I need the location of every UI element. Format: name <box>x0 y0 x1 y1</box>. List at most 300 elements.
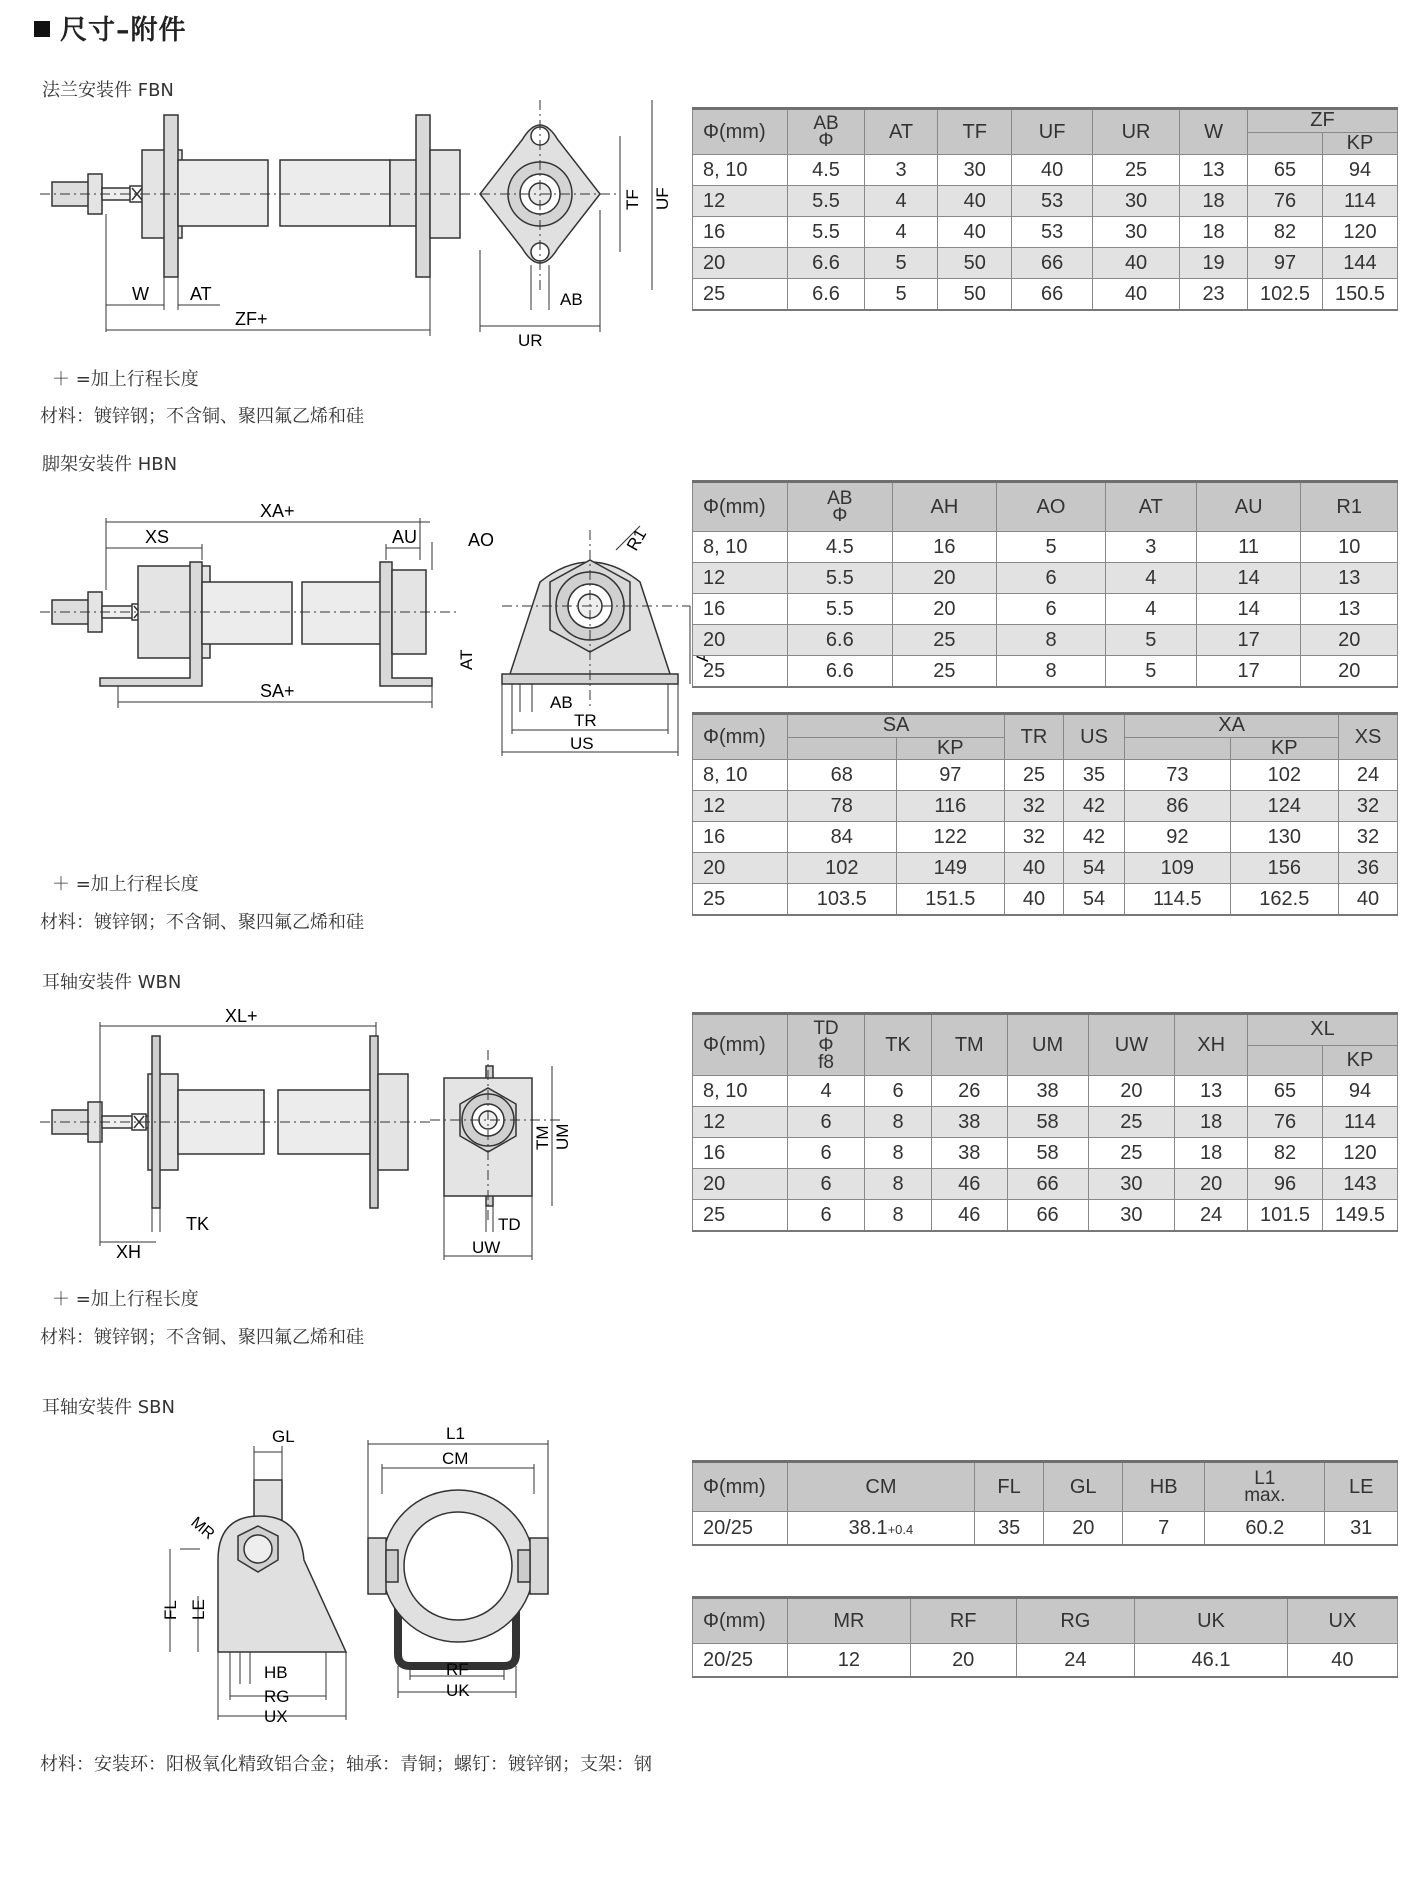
sbn-t2-th-dia: Φ(mm) <box>693 1598 788 1644</box>
hbn-t2-th-xs: XS <box>1339 714 1398 760</box>
table-cell: 66 <box>1012 248 1093 279</box>
table-cell: 5 <box>997 532 1106 563</box>
wbn-drawing <box>40 1000 680 1260</box>
table-cell: 109 <box>1125 853 1230 884</box>
table-cell: 6.6 <box>788 279 865 311</box>
sbn-t2-th-rf: RF <box>910 1598 1016 1644</box>
table-cell: 50 <box>938 248 1012 279</box>
table-cell: 6 <box>788 1200 865 1232</box>
table-cell: 151.5 <box>896 884 1005 916</box>
table-cell: 25 <box>693 279 788 311</box>
hbn-t2-th-xa: XA <box>1125 714 1339 738</box>
table-cell: 65 <box>1248 155 1323 186</box>
fbn-label-uf: UF <box>653 187 672 210</box>
hbn-label-r1: R1 <box>623 525 651 554</box>
hbn-t2-th-tr: TR <box>1005 714 1064 760</box>
fbn-note-material: 材料：镀锌钢；不含铜、聚四氟乙烯和硅 <box>40 406 364 427</box>
sbn-t1-th-gl: GL <box>1044 1462 1123 1512</box>
wbn-label-xl: XL+ <box>225 1006 258 1026</box>
hbn-t1-th-ao: AO <box>997 482 1106 532</box>
table-cell: 5.5 <box>788 594 893 625</box>
fbn-drawing <box>40 100 672 350</box>
wbn-th-uw: UW <box>1088 1014 1175 1076</box>
fbn-section-title: 法兰安装件 FBN <box>42 80 174 101</box>
sbn-table-1 <box>692 1460 1398 1546</box>
table-cell: 97 <box>1248 248 1323 279</box>
table-cell: 103.5 <box>788 884 897 916</box>
table-cell: 40 <box>1012 155 1093 186</box>
wbn-th-tm: TM <box>932 1014 1007 1076</box>
table-cell: 20 <box>892 594 997 625</box>
table-cell: 38 <box>1007 1076 1088 1107</box>
wbn-th-dia: Φ(mm) <box>693 1014 788 1076</box>
fbn-th-zf: ZF <box>1248 109 1398 133</box>
table-cell: 20 <box>693 1169 788 1200</box>
table-cell: 30 <box>1088 1169 1175 1200</box>
table-row <box>693 186 1398 217</box>
table-cell: 116 <box>896 791 1005 822</box>
fbn-th-uf: UF <box>1012 109 1093 155</box>
wbn-th-um: UM <box>1007 1014 1088 1076</box>
fbn-label-tf: TF <box>623 189 642 210</box>
table-cell: 4 <box>1105 594 1196 625</box>
hbn-t1-th-at: AT <box>1105 482 1196 532</box>
fbn-th-ab: AB Φ <box>788 109 865 155</box>
table-cell: 20 <box>1301 656 1398 688</box>
sbn-t2-th-mr: MR <box>788 1598 911 1644</box>
table-cell: 8, 10 <box>693 532 788 563</box>
wbn-table <box>692 1012 1398 1232</box>
table-cell: 94 <box>1323 155 1398 186</box>
table-cell: 4 <box>865 217 938 248</box>
table-cell: 5.5 <box>788 186 865 217</box>
table-cell: 25 <box>1092 155 1179 186</box>
table-cell: 40 <box>1092 279 1179 311</box>
table-cell: 20 <box>693 853 788 884</box>
table-cell: 4.5 <box>788 155 865 186</box>
table-row <box>693 279 1398 311</box>
table-cell: 8 <box>865 1107 932 1138</box>
sbn-table-2-body <box>693 1644 1398 1678</box>
sbn-t1-th-fl: FL <box>974 1462 1043 1512</box>
table-cell: 82 <box>1248 217 1323 248</box>
table-cell: 4 <box>788 1076 865 1107</box>
sbn-t1-cell-cm: 38.1+0.4 <box>788 1512 975 1546</box>
sbn-t1-th-l1: L1 max. <box>1205 1462 1325 1512</box>
wbn-th-xl: XL <box>1248 1014 1398 1046</box>
sbn-t1-cell-hb: 7 <box>1123 1512 1205 1546</box>
table-cell: 162.5 <box>1230 884 1339 916</box>
wbn-label-um: UM <box>553 1123 572 1150</box>
hbn-t2-th-dia: Φ(mm) <box>693 714 788 760</box>
table-cell: 5 <box>1105 625 1196 656</box>
table-cell: 25 <box>693 884 788 916</box>
table-row <box>693 791 1398 822</box>
table-cell: 32 <box>1339 791 1398 822</box>
table-row <box>693 822 1398 853</box>
table-row <box>693 625 1398 656</box>
sbn-note-material: 材料：安装环：阳极氧化精致铝合金；轴承：青铜；螺钉：镀锌钢；支架：钢 <box>40 1754 652 1775</box>
table-cell: 53 <box>1012 186 1093 217</box>
table-cell: 76 <box>1248 1107 1323 1138</box>
hbn-t1-th-au: AU <box>1196 482 1301 532</box>
sbn-t1-cell-fl: 35 <box>974 1512 1043 1546</box>
table-row <box>693 884 1398 916</box>
sbn-label-le: LE <box>189 1599 208 1620</box>
table-cell: 8 <box>865 1138 932 1169</box>
table-cell: 130 <box>1230 822 1339 853</box>
table-cell: 18 <box>1175 1107 1248 1138</box>
wbn-label-uw: UW <box>472 1238 501 1257</box>
table-row <box>693 563 1398 594</box>
table-cell: 14 <box>1196 563 1301 594</box>
fbn-table-body <box>693 155 1398 311</box>
table-cell: 8 <box>997 625 1106 656</box>
table-cell: 58 <box>1007 1107 1088 1138</box>
wbn-section-title: 耳轴安装件 WBN <box>42 972 182 993</box>
table-cell: 38 <box>932 1107 1007 1138</box>
table-cell: 36 <box>1339 853 1398 884</box>
fbn-label-ur: UR <box>518 331 543 350</box>
table-row <box>693 1107 1398 1138</box>
table-row <box>693 594 1398 625</box>
table-cell: 18 <box>1180 217 1248 248</box>
sbn-t1-th-cm: CM <box>788 1462 975 1512</box>
table-cell: 13 <box>1175 1076 1248 1107</box>
sbn-t1-cell-dia: 20/25 <box>693 1512 788 1546</box>
table-cell: 120 <box>1323 217 1398 248</box>
fbn-label-ab: AB <box>560 290 583 309</box>
table-cell: 40 <box>1092 248 1179 279</box>
sbn-table-2 <box>692 1596 1398 1678</box>
table-cell: 30 <box>1092 217 1179 248</box>
table-row <box>693 1200 1398 1232</box>
table-cell: 101.5 <box>1248 1200 1323 1232</box>
table-cell: 20 <box>693 625 788 656</box>
table-cell: 25 <box>892 656 997 688</box>
hbn-t2-th-xa-empty <box>1125 737 1230 760</box>
table-cell: 10 <box>1301 532 1398 563</box>
table-cell: 46.1 <box>1135 1644 1288 1678</box>
sbn-label-cm: CM <box>442 1449 469 1468</box>
table-cell: 54 <box>1063 853 1124 884</box>
table-cell: 4.5 <box>788 532 893 563</box>
hbn-t2-th-kp1: KP <box>896 737 1005 760</box>
hbn-t2-th-us: US <box>1063 714 1124 760</box>
table-cell: 114 <box>1323 186 1398 217</box>
table-cell: 149 <box>896 853 1005 884</box>
sbn-t1-cell-l1: 60.2 <box>1205 1512 1325 1546</box>
table-cell: 6 <box>865 1076 932 1107</box>
table-cell: 114 <box>1323 1107 1398 1138</box>
table-cell: 78 <box>788 791 897 822</box>
table-cell: 30 <box>1088 1200 1175 1232</box>
hbn-note-plus: ＋ =加上行程长度 <box>52 874 199 895</box>
table-row <box>693 1138 1398 1169</box>
fbn-th-dia: Φ(mm) <box>693 109 788 155</box>
table-cell: 25 <box>1005 760 1064 791</box>
fbn-th-ur: UR <box>1092 109 1179 155</box>
hbn-table-1-body <box>693 532 1398 688</box>
table-row <box>693 217 1398 248</box>
sbn-label-hb: HB <box>264 1663 288 1682</box>
table-cell: 20 <box>892 563 997 594</box>
table-cell: 12 <box>693 791 788 822</box>
page-title-text: 尺寸–附件 <box>60 15 187 46</box>
fbn-note-plus: ＋ =加上行程长度 <box>52 369 199 390</box>
hbn-t1-th-r1: R1 <box>1301 482 1398 532</box>
table-cell: 32 <box>1339 822 1398 853</box>
hbn-table-2-body <box>693 760 1398 916</box>
wbn-th-xh: XH <box>1175 1014 1248 1076</box>
table-cell: 58 <box>1007 1138 1088 1169</box>
table-cell: 124 <box>1230 791 1339 822</box>
table-cell: 114.5 <box>1125 884 1230 916</box>
table-cell: 24 <box>1175 1200 1248 1232</box>
table-cell: 68 <box>788 760 897 791</box>
fbn-th-kp: KP <box>1323 132 1398 155</box>
table-cell: 32 <box>1005 822 1064 853</box>
wbn-th-tk: TK <box>865 1014 932 1076</box>
table-cell: 3 <box>865 155 938 186</box>
sbn-t1-th-hb: HB <box>1123 1462 1205 1512</box>
table-cell: 5 <box>865 248 938 279</box>
table-cell: 156 <box>1230 853 1339 884</box>
page-title <box>34 8 187 47</box>
table-cell: 16 <box>693 594 788 625</box>
table-cell: 35 <box>1063 760 1124 791</box>
table-cell: 17 <box>1196 625 1301 656</box>
table-cell: 30 <box>1092 186 1179 217</box>
fbn-label-zf: ZF+ <box>235 309 268 329</box>
table-cell: 20 <box>1175 1169 1248 1200</box>
table-row <box>693 853 1398 884</box>
table-row <box>693 1512 1398 1546</box>
wbn-label-xh: XH <box>116 1242 142 1262</box>
table-cell: 20 <box>1088 1076 1175 1107</box>
table-cell: 32 <box>1005 791 1064 822</box>
table-cell: 40 <box>1005 853 1064 884</box>
table-cell: 23 <box>1180 279 1248 311</box>
sbn-t1-th-le: LE <box>1325 1462 1398 1512</box>
table-cell: 13 <box>1180 155 1248 186</box>
fbn-th-tf: TF <box>938 109 1012 155</box>
sbn-label-mr: MR <box>187 1514 218 1544</box>
table-cell: 65 <box>1248 1076 1323 1107</box>
table-cell: 8 <box>865 1200 932 1232</box>
table-cell: 25 <box>892 625 997 656</box>
table-cell: 97 <box>896 760 1005 791</box>
table-cell: 66 <box>1007 1200 1088 1232</box>
table-row <box>693 1169 1398 1200</box>
wbn-table-body <box>693 1076 1398 1232</box>
sbn-label-fl: FL <box>161 1600 180 1620</box>
table-cell: 18 <box>1175 1138 1248 1169</box>
table-cell: 4 <box>1105 563 1196 594</box>
sbn-label-l1: L1 <box>446 1424 465 1443</box>
sbn-t2-th-rg: RG <box>1016 1598 1135 1644</box>
table-cell: 40 <box>1005 884 1064 916</box>
hbn-table-2 <box>692 712 1398 916</box>
table-cell: 24 <box>1016 1644 1135 1678</box>
hbn-note-material: 材料：镀锌钢；不含铜、聚四氟乙烯和硅 <box>40 912 364 933</box>
table-cell: 20 <box>910 1644 1016 1678</box>
table-cell: 13 <box>1301 563 1398 594</box>
table-cell: 149.5 <box>1323 1200 1398 1232</box>
table-cell: 96 <box>1248 1169 1323 1200</box>
table-cell: 8 <box>865 1169 932 1200</box>
hbn-label-au: AU <box>392 527 418 547</box>
table-cell: 12 <box>693 186 788 217</box>
table-cell: 20 <box>1301 625 1398 656</box>
table-cell: 3 <box>1105 532 1196 563</box>
hbn-label-ab: AB <box>550 693 573 712</box>
table-cell: 92 <box>1125 822 1230 853</box>
table-cell: 8, 10 <box>693 1076 788 1107</box>
table-cell: 102 <box>1230 760 1339 791</box>
hbn-t1-th-ah: AH <box>892 482 997 532</box>
table-cell: 5.5 <box>788 217 865 248</box>
table-row <box>693 155 1398 186</box>
table-row <box>693 656 1398 688</box>
sbn-label-uk: UK <box>446 1681 470 1700</box>
table-cell: 6 <box>997 563 1106 594</box>
sbn-label-rg: RG <box>264 1687 290 1706</box>
hbn-t2-th-sa: SA <box>788 714 1005 738</box>
table-cell: 16 <box>693 822 788 853</box>
table-cell: 40 <box>938 217 1012 248</box>
table-cell: 73 <box>1125 760 1230 791</box>
hbn-section-title: 脚架安装件 HBN <box>42 454 178 475</box>
table-cell: 26 <box>932 1076 1007 1107</box>
table-cell: 5 <box>865 279 938 311</box>
table-cell: 24 <box>1339 760 1398 791</box>
table-cell: 82 <box>1248 1138 1323 1169</box>
table-cell: 40 <box>1287 1644 1397 1678</box>
table-row <box>693 248 1398 279</box>
table-cell: 25 <box>693 1200 788 1232</box>
table-cell: 46 <box>932 1200 1007 1232</box>
sbn-label-gl: GL <box>272 1427 295 1446</box>
square-bullet-icon <box>34 21 50 37</box>
sbn-t1-cell-le: 31 <box>1325 1512 1398 1546</box>
wbn-label-td: TD <box>498 1215 521 1234</box>
wbn-note-plus: ＋ =加上行程长度 <box>52 1289 199 1310</box>
hbn-t1-th-ab: AB Φ <box>788 482 893 532</box>
table-cell: 13 <box>1301 594 1398 625</box>
table-cell: 84 <box>788 822 897 853</box>
sbn-label-rf: RF <box>446 1660 469 1679</box>
table-cell: 122 <box>896 822 1005 853</box>
table-cell: 46 <box>932 1169 1007 1200</box>
table-row <box>693 760 1398 791</box>
fbn-label-w: W <box>132 284 149 304</box>
hbn-label-tr: TR <box>574 711 597 730</box>
table-cell: 102.5 <box>1248 279 1323 311</box>
table-cell: 5 <box>1105 656 1196 688</box>
table-cell: 8 <box>997 656 1106 688</box>
hbn-label-us: US <box>570 734 594 753</box>
sbn-t2-th-ux: UX <box>1287 1598 1397 1644</box>
table-cell: 16 <box>693 217 788 248</box>
table-cell: 66 <box>1012 279 1093 311</box>
table-cell: 12 <box>693 563 788 594</box>
table-cell: 40 <box>938 186 1012 217</box>
table-cell: 150.5 <box>1323 279 1398 311</box>
hbn-t2-th-sa-empty <box>788 737 897 760</box>
table-cell: 18 <box>1180 186 1248 217</box>
hbn-t1-th-dia: Φ(mm) <box>693 482 788 532</box>
fbn-label-at: AT <box>190 284 212 304</box>
table-cell: 6 <box>788 1107 865 1138</box>
table-cell: 16 <box>892 532 997 563</box>
sbn-label-ux: UX <box>264 1707 288 1726</box>
wbn-th-kp: KP <box>1323 1045 1398 1075</box>
table-cell: 8, 10 <box>693 155 788 186</box>
table-cell: 16 <box>693 1138 788 1169</box>
sbn-t1-th-dia: Φ(mm) <box>693 1462 788 1512</box>
table-cell: 19 <box>1180 248 1248 279</box>
table-cell: 8, 10 <box>693 760 788 791</box>
table-cell: 6.6 <box>788 656 893 688</box>
table-cell: 17 <box>1196 656 1301 688</box>
fbn-table <box>692 107 1398 311</box>
hbn-drawing <box>40 490 680 765</box>
table-cell: 94 <box>1323 1076 1398 1107</box>
table-cell: 6.6 <box>788 625 893 656</box>
table-cell: 12 <box>788 1644 911 1678</box>
table-cell: 25 <box>693 656 788 688</box>
table-cell: 42 <box>1063 822 1124 853</box>
table-cell: 144 <box>1323 248 1398 279</box>
table-cell: 143 <box>1323 1169 1398 1200</box>
hbn-t2-th-kp2: KP <box>1230 737 1339 760</box>
wbn-label-tm: TM <box>533 1125 552 1150</box>
table-cell: 54 <box>1063 884 1124 916</box>
sbn-drawing <box>150 1420 630 1740</box>
table-cell: 86 <box>1125 791 1230 822</box>
table-cell: 6 <box>788 1138 865 1169</box>
table-row <box>693 532 1398 563</box>
hbn-table-1 <box>692 480 1398 688</box>
table-cell: 25 <box>1088 1107 1175 1138</box>
wbn-note-material: 材料：镀锌钢；不含铜、聚四氟乙烯和硅 <box>40 1327 364 1348</box>
table-cell: 30 <box>938 155 1012 186</box>
hbn-label-ao: AO <box>468 530 495 550</box>
hbn-label-xs: XS <box>145 527 170 547</box>
wbn-label-tk: TK <box>186 1214 210 1234</box>
table-cell: 12 <box>693 1107 788 1138</box>
hbn-label-sa: SA+ <box>260 681 295 701</box>
table-cell: 40 <box>1339 884 1398 916</box>
table-cell: 76 <box>1248 186 1323 217</box>
table-cell: 6 <box>788 1169 865 1200</box>
wbn-th-td: TD Φ f8 <box>788 1014 865 1076</box>
fbn-th-zf-empty <box>1248 132 1323 155</box>
table-cell: 20 <box>693 248 788 279</box>
table-cell: 14 <box>1196 594 1301 625</box>
hbn-label-at: AT <box>457 649 476 670</box>
table-cell: 50 <box>938 279 1012 311</box>
table-cell: 5.5 <box>788 563 893 594</box>
table-row <box>693 1076 1398 1107</box>
table-cell: 11 <box>1196 532 1301 563</box>
table-row <box>693 1644 1398 1678</box>
table-cell: 53 <box>1012 217 1093 248</box>
table-cell: 42 <box>1063 791 1124 822</box>
fbn-th-at: AT <box>865 109 938 155</box>
table-cell: 120 <box>1323 1138 1398 1169</box>
